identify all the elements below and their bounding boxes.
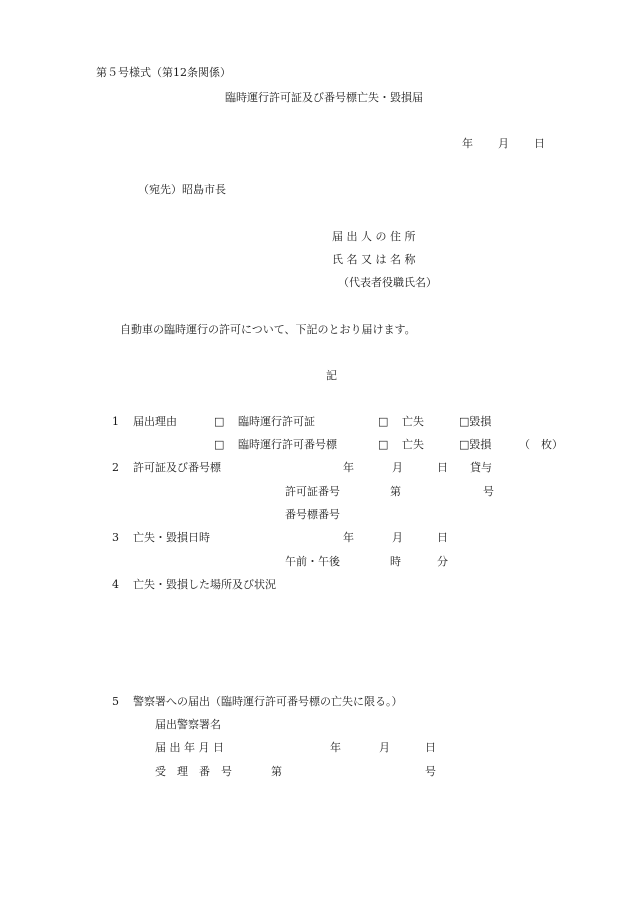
item3-minute: 分 [437,555,448,568]
police-station-label: 届出警察署名 [155,718,221,731]
plate-lost-label: 亡失 [402,438,424,451]
checkbox-permit-damaged[interactable]: □毀損 [459,415,492,428]
permit-number-label: 許可証番号 [285,485,340,498]
ki-heading: 記 [326,369,337,382]
checkbox-plate-damaged[interactable]: □毀損 [459,438,492,451]
item2-year: 年 [343,461,354,474]
checkbox-permit[interactable]: □ [214,415,225,428]
permit-option-label: 臨時運行許可証 [238,415,315,428]
item4-number: 4 [112,578,119,591]
permit-lost-label: 亡失 [402,415,424,428]
item2-number: 2 [112,461,119,474]
date-year: 年 [462,137,473,150]
intro-text: 自動車の臨時運行の許可について、下記のとおり届けます。 [120,323,416,336]
item5-day: 日 [425,741,436,754]
item1-number: 1 [112,415,119,428]
item2-month: 月 [392,461,403,474]
item3-hour: 時 [390,555,401,568]
applicant-address-label: 届 出 人 の 住 所 [332,230,416,243]
checkbox-permit-lost[interactable]: □ [378,415,389,428]
item5-year: 年 [330,741,341,754]
item2-day: 日 [437,461,448,474]
item1-label: 届出理由 [133,415,177,428]
date-day: 日 [534,137,545,150]
item5-label: 警察署への届出（臨時運行許可番号標の亡失に限る。） [133,695,403,708]
item3-label: 亡失・毀損日時 [133,531,210,544]
date-month: 月 [498,137,509,150]
plate-option-label: 臨時運行許可番号標 [238,438,337,451]
item3-month: 月 [392,531,403,544]
permit-number-dai: 第 [390,485,401,498]
checkbox-plate-lost[interactable]: □ [378,438,389,451]
item3-ampm: 午前・午後 [285,555,340,568]
item5-month: 月 [379,741,390,754]
item2-label: 許可証及び番号標 [133,461,221,474]
permit-number-go: 号 [483,485,494,498]
item3-number: 3 [112,531,119,544]
receipt-number-go: 号 [425,765,436,778]
addressee: （宛先）昭島市長 [138,183,226,196]
form-number: 第５号様式（第12条関係） [96,66,231,79]
checkbox-plate[interactable]: □ [214,438,225,451]
applicant-representative-label: （代表者役職氏名） [338,276,437,289]
item3-year: 年 [343,531,354,544]
item5-number: 5 [112,695,119,708]
receipt-number-dai: 第 [271,765,282,778]
report-date-label: 届 出 年 月 日 [155,741,224,754]
receipt-number-label: 受 理 番 号 [155,765,232,778]
item3-day: 日 [437,531,448,544]
plate-count: （ 枚） [519,438,563,451]
item2-lend: 貸与 [470,461,492,474]
item4-label: 亡失・毀損した場所及び状況 [133,578,276,591]
plate-number-label: 番号標番号 [285,508,340,521]
form-title: 臨時運行許可証及び番号標亡失・毀損届 [225,91,423,104]
applicant-name-label: 氏 名 又 は 名 称 [332,253,416,266]
